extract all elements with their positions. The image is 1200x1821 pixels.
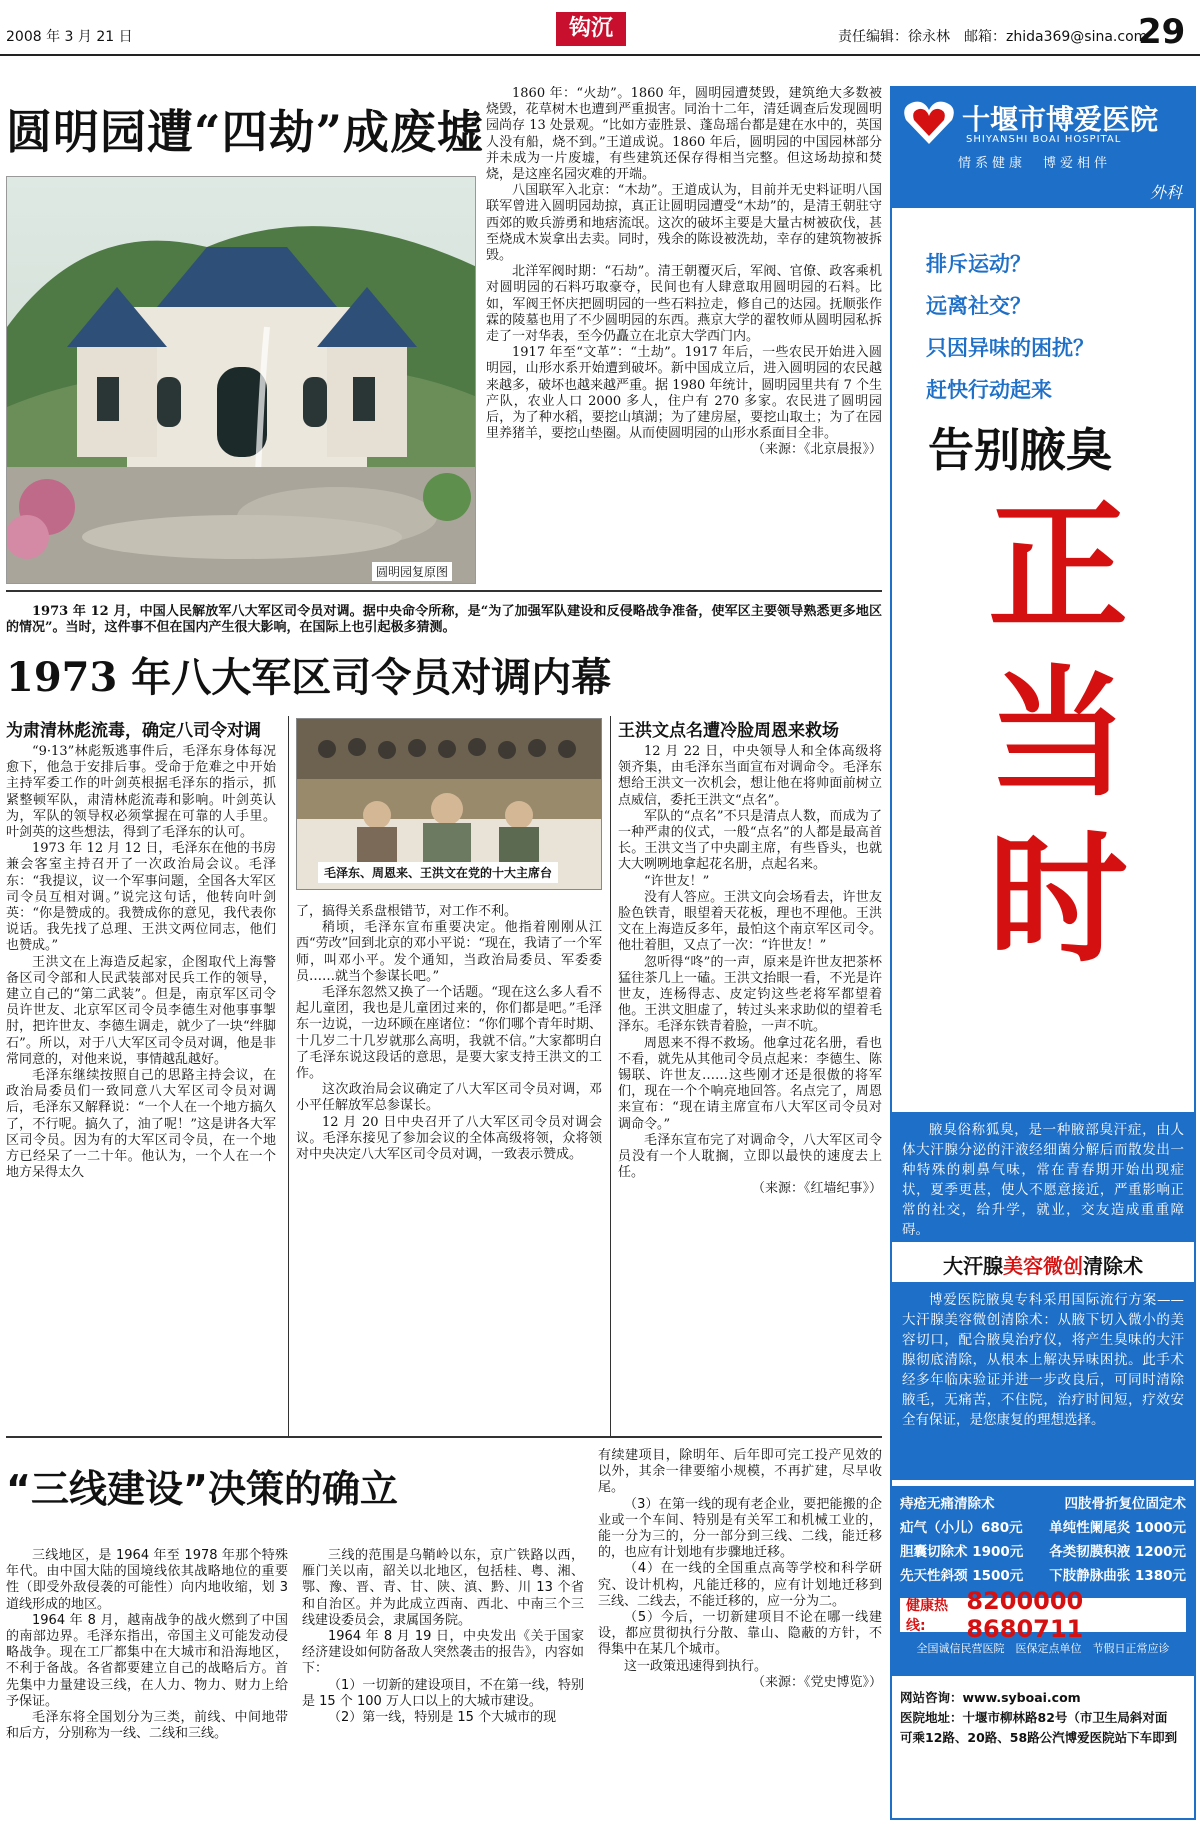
article1-para: 1917 年至“文革”：“土劫”。1917 年后，一些农民开始进入圆明园，山形水系开始遭到破坏。新中国成立后，进入圆明园的农民越来越多，破坏也越来越严重。据 1980 年统计，圆明园里共有 7 个生产队，农业人口 2000 多人，住户有 270 多家。农民进了圆明园后，为了种水稻，要挖山填湖；为了建房屋，要挖山取土；为了在园里养猪羊，要挖山垫圈。从而使圆明园的山形水系面目全非。 [486, 345, 882, 442]
ad-question: 排斥运动？ [926, 252, 1031, 276]
ad-big-char: 当 [988, 652, 1129, 816]
ad-price-list [892, 1486, 1194, 1676]
article2-col2: 了，搞得关系盘根错节，对工作不利。 稍顷，毛泽东宣布重要决定。他指着刚刚从江西“劳改”回到北京的邓小平说：“现在，我请了一个军师，叫邓小平。发个通知，当政治局委员、军委委员……就当个参谋长吧。” 毛泽东忽然又换了一个话题。“现在这么多人看不起儿童团，我也是儿童团过来的，你们都是吧。”毛泽东一边说，一边环顾在座诸位：“你们哪个青年时期、十几岁二十几岁就那么高明，我就不信。”大家都明白了毛泽东说这段话的意思，是要大家支持王洪文的工作。 这次政治局会议确定了八大军区司令员对调，邓小平任解放军总参谋长。 12 月 20 日中央召开了八大军区司令员对调会议。毛泽东接见了参加会议的全体高级将领，众将领对中央决定八大军区司令员对调，一致表示赞成。 [296, 904, 602, 1163]
article3-col1: 三线地区，是 1964 年至 1978 年那个特殊年代。由中国大陆的国境线依其战略地位的重要性（即受外敌侵袭的可能性）向内地收缩，划 3 道线形成的地区。 1964 年 8 月，越南战争的战火燃到了中国的南部边界。毛泽东指出，帝国主义可能发动侵略战争。现在工厂都集中在大城市和沿海地区，不利于备战。各省都要建立自己的战略后方。首先集中力量建设三线，在人力、物力、财力上给予保证。 毛泽东将全国划分为三类，前线、中间地带和后方，分别称为一线、二线和三线。 [6, 1548, 288, 1742]
hotline-number: 8200000 8680711 [966, 1587, 1084, 1643]
ad-contact [900, 1688, 1192, 1748]
ad-headline: 告别腋臭 [928, 423, 1112, 477]
article3-col3: 有续建项目，除明年、后年即可完工投产见效的以外，其余一律要缩小规模，不再扩建，尽早收尾。 （3）在第一线的现有老企业，要把能搬的企业或一个车间、特别是有关军工和机械工业的，能一分为三的，分一部分到三线、二线，能迁移的，也应有计划地有步骤地迁移。 （4）在一线的全国重点高等学校和科学研究、设计机构，凡能迁移的，应有计划地迁移到三线、二线去，不能迁移的，应一分为二。 （5）今后，一切新建项目不论在哪一线建设，都应贯彻执行分散、靠山、隐蔽的方针，不得集中在某几个城市。 这一政策迅速得到执行。 （来源：《党史博览》） [598, 1448, 882, 1690]
ad-description: 腋臭俗称狐臭，是一种腋部臭汗症，由人体大汗腺分泌的汗液经细菌分解后而散发出一种特殊的刺鼻气味，常在青春期开始出现症状，夏季更甚，使人不愿意接近，严重影响正常的社交，给升学，就业，交友造成重重障碍。 [902, 1122, 1184, 1238]
ad-technique-desc: 博爱医院腋臭专科采用国际流行方案——大汗腺美容微创清除术：从腋下切入微小的美容切口，配合腋臭治疗仪，将产生臭味的大汗腺彻底清除，从根本上解决异味困扰。此手术经多年临床验证并进一步改良后，可同时清除腋毛，无痛苦，不住院，治疗时间短，疗效安全有保证，是您康复的理想选择。 [902, 1292, 1184, 1428]
ad-question: 远离社交？ [926, 294, 1031, 318]
ad-big-char: 时 [988, 818, 1129, 982]
page-number: 29 [1138, 12, 1186, 52]
column-rule [288, 716, 289, 1436]
ad-question: 只因异味的困扰？ [926, 336, 1094, 360]
hospital-advertisement [890, 86, 1196, 1820]
article1-body [486, 86, 882, 586]
ad-description-box [892, 1112, 1194, 1242]
article1-photo-caption: 圆明园复原图 [372, 562, 452, 581]
article2-photo-caption: 毛泽东、周恩来、王洪文在党的十大主席台 [318, 862, 558, 883]
article2-subtitle-1: 为肃清林彪流毒，确定八司令对调 [6, 721, 261, 741]
article2-source: （来源：《红墙纪事》） [751, 1181, 882, 1197]
article2-col1: “9·13”林彪叛逃事件后，毛泽东身体每况愈下，他急于安排后事。受命于危难之中开始主持军委工作的叶剑英根据毛泽东的指示，抓紧整顿军队，肃清林彪流毒和影响。叶剑英认为，军队的领导权必须掌握在可靠的人手里。叶剑英的这些想法，得到了毛泽东的认可。 1973 年 12 月 12 日，毛泽东在他的书房兼会客室主持召开了一次政治局会议。毛泽东：“我提议，议一个军事问题，全国各大军区司令员互相对调。”说完这句话，他转向叶剑英：“你是赞成的。我赞成你的意见，我代表你说话。我先找了总理、王洪文两位同志，他们也赞成。” 王洪文在上海造反起家，企图取代上海警备区司令部和人民武装部对民兵工作的领导，建立自己的“第二武装”。但是，南京军区司令员许世友、北京军区司令员李德生对他事事掣肘，把许世友、李德生调走，就少了一块“绊脚石”。所以，对于八大军区司令员对调，他是非常同意的，对他来说，事情越乱越好。 毛泽东继续按照自己的思路主持会议，在政治局委员们一致同意八大军区司令员对调后，毛泽东又解释说：“一个人在一个地方搞久了，不行呢。搞久了，油了呢！”这是讲各大军区司令员。因为有的大军区司令员，在一个地方已经呆了一二十年。他认为，一个人在一个地方呆得太久 [6, 744, 276, 1181]
article2-subtitle-2: 王洪文点名遭冷脸周恩来救场 [618, 721, 839, 741]
ad-technique-box [892, 1282, 1194, 1480]
article3-source: （来源：《党史博览》） [751, 1674, 882, 1690]
divider [6, 1436, 882, 1438]
ad-honors: 全国诚信民营医院 医保定点单位 节假日正常应诊 [916, 1642, 1170, 1655]
hospital-name: 十堰市博爱医院 [962, 103, 1159, 136]
article1-para: 北洋军阀时期：“石劫”。清王朝覆灭后，军阀、官僚、政客乘机对圆明园的石料巧取豪夺，民间也有人肆意取用圆明园的石料。比如，军阀王怀庆把圆明园的一些石料拉走，修自己的达园。抚顺张作霖的陵墓也用了不少圆明园的东西。燕京大学的翟牧师从圆明园私拆走了一对华表，至今仍矗立在北京大学西门内。 [486, 264, 882, 345]
hotline-bar [900, 1587, 1186, 1643]
article3-col2: 三线的范围是乌鞘岭以东，京广铁路以西，雁门关以南，韶关以北地区，包括桂、粤、湘、鄂、豫、晋、青、甘、陕、滇、黔、川 13 个省和自治区。并为此成立西南、西北、中南三个三线建设委员会，隶属国务院。 1964 年 8 月 19 日，中央发出《关于国家经济建设如何防备敌人突然袭击的报告》，内容如下： （1）一切新的建设项目，不在第一线，特别是 15 个 100 万人口以上的大城市建设。 （2）第一线，特别是 15 个大城市的现 [302, 1548, 584, 1726]
article1-para: 八国联军入北京：“木劫”。王道成认为，目前并无史料证明八国联军曾进入圆明园劫掠，真正让圆明园遭受“木劫”的，是清王朝驻守西郊的败兵游勇和地痞流氓。这次的破坏主要是大量古树被砍伐，甚至烧成木炭拿出去卖。同时，残余的陈设被洗劫，幸存的建筑物被拆毁。 [486, 183, 882, 264]
hospital-slogan: 情系健康 博爱相伴 [958, 156, 1112, 171]
ad-website: 网站咨询：www.syboai.com [900, 1690, 1081, 1705]
editor-info: 责任编辑：徐永林 邮箱：zhida369@sina.com [838, 29, 1148, 45]
article1-title: 圆明园遭“四劫”成废墟 [6, 105, 484, 159]
section-label: 钩沉 [556, 12, 626, 46]
article2-title: 1973 年八大军区司令员对调内幕 [6, 654, 612, 701]
price-row: 痔疮无痛清除术 四肢骨折复位固定术 [900, 1496, 1186, 1512]
price-row: 疝气（小儿）680元 单纯性阑尾炎 1000元 [900, 1520, 1186, 1536]
article2-lead: 1973 年 12 月，中国人民解放军八大军区司令员对调。据中央命令所称，是“为了加强军队建设和反侵略战争准备，使军区主要领导熟悉更多地区的情况”。当时，这件事不但在国内产生很大影响，在国际上也引起极多猜测。 [6, 604, 882, 636]
divider [6, 590, 882, 592]
price-row: 胆囊切除术 1900元 各类韧膜积液 1200元 [900, 1544, 1186, 1560]
article3-title: “三线建设”决策的确立 [6, 1467, 398, 1511]
article2-col3: 12 月 22 日，中央领导人和全体高级将领齐集，由毛泽东当面宣布对调命令。毛泽东想给王洪文一次机会，想让他在将帅面前树立点威信，委托王洪文“点名”。 军队的“点名”不只是清点人数，而成为了一种严肃的仪式，一般“点名”的人都是最高首长。王洪文当了中央副主席，有些昏头，也就大大咧咧地拿起花名册，点起名来。 “许世友！” 没有人答应。王洪文向会场看去，许世友脸色铁青，眼望着天花板，理也不理他。王洪文在上海造反多年，最怕这个南京军区司令。他壮着胆，又点了一次：“许世友！” 忽听得“咚”的一声，原来是许世友把茶杯猛往茶几上一磕。王洪文抬眼一看，不光是许世友，连杨得志、皮定钧这些老将军都望着他。王洪文胆虚了，转过头来求助似的望着毛泽东。毛泽东铁青着脸，一声不吭。 周恩来不得不救场。他拿过花名册，看也不看，就先从其他司令员点起来：李德生、陈锡联、许世友……这些刚才还是很傲的将军们，现在一个个响亮地回答。名点完了，周恩来宣布：“现在请主席宣布八大军区司令员对调命令。” 毛泽东宣布完了对调命令，八大军区司令员没有一个人耽搁，立即以最快的速度去上任。 （来源：《红墙纪事》） [618, 744, 882, 1197]
heart-logo-icon [902, 98, 956, 146]
article1-source: （来源：《北京晨报》） [751, 442, 882, 458]
article1-para: 1860 年：“火劫”。1860 年，圆明园遭焚毁，建筑绝大多数被烧毁，花草树木也遭到严重损害。同治十二年，清廷调查后发现圆明园尚存 13 处景观。“比如方壶胜景、蓬岛瑶台都是建在水中的，英国人没有船，烧不到。”王道成说。1860 年后，圆明园的中国园林部分并未成为一片废墟，有些建筑还保存得相当完整。但这场劫掠和焚烧，是这座名园灾难的开端。 [486, 86, 882, 183]
price-row: 先天性斜颈 1500元 下肢静脉曲张 1380元 [900, 1568, 1186, 1584]
hotline-label: 健康热线: [906, 1598, 948, 1634]
column-rule [610, 716, 611, 1436]
yuanmingyuan-photo [6, 176, 476, 584]
ad-technique-title: 大汗腺美容微创清除术 [943, 1254, 1143, 1278]
ad-big-char: 正 [988, 486, 1129, 650]
issue-date: 2008 年 3 月 21 日 [6, 29, 133, 45]
hospital-name-en: SHIYANSHI BOAI HOSPITAL [966, 134, 1122, 145]
department-label: 外科 [1149, 183, 1182, 202]
ad-question: 赶快行动起来 [926, 378, 1052, 402]
ad-banner [892, 88, 1194, 208]
ad-address: 医院地址：十堰市柳林路82号（市卫生局斜对面 [900, 1710, 1168, 1725]
ad-bus: 可乘12路、20路、58路公汽博爱医院站下车即到 [900, 1730, 1178, 1745]
